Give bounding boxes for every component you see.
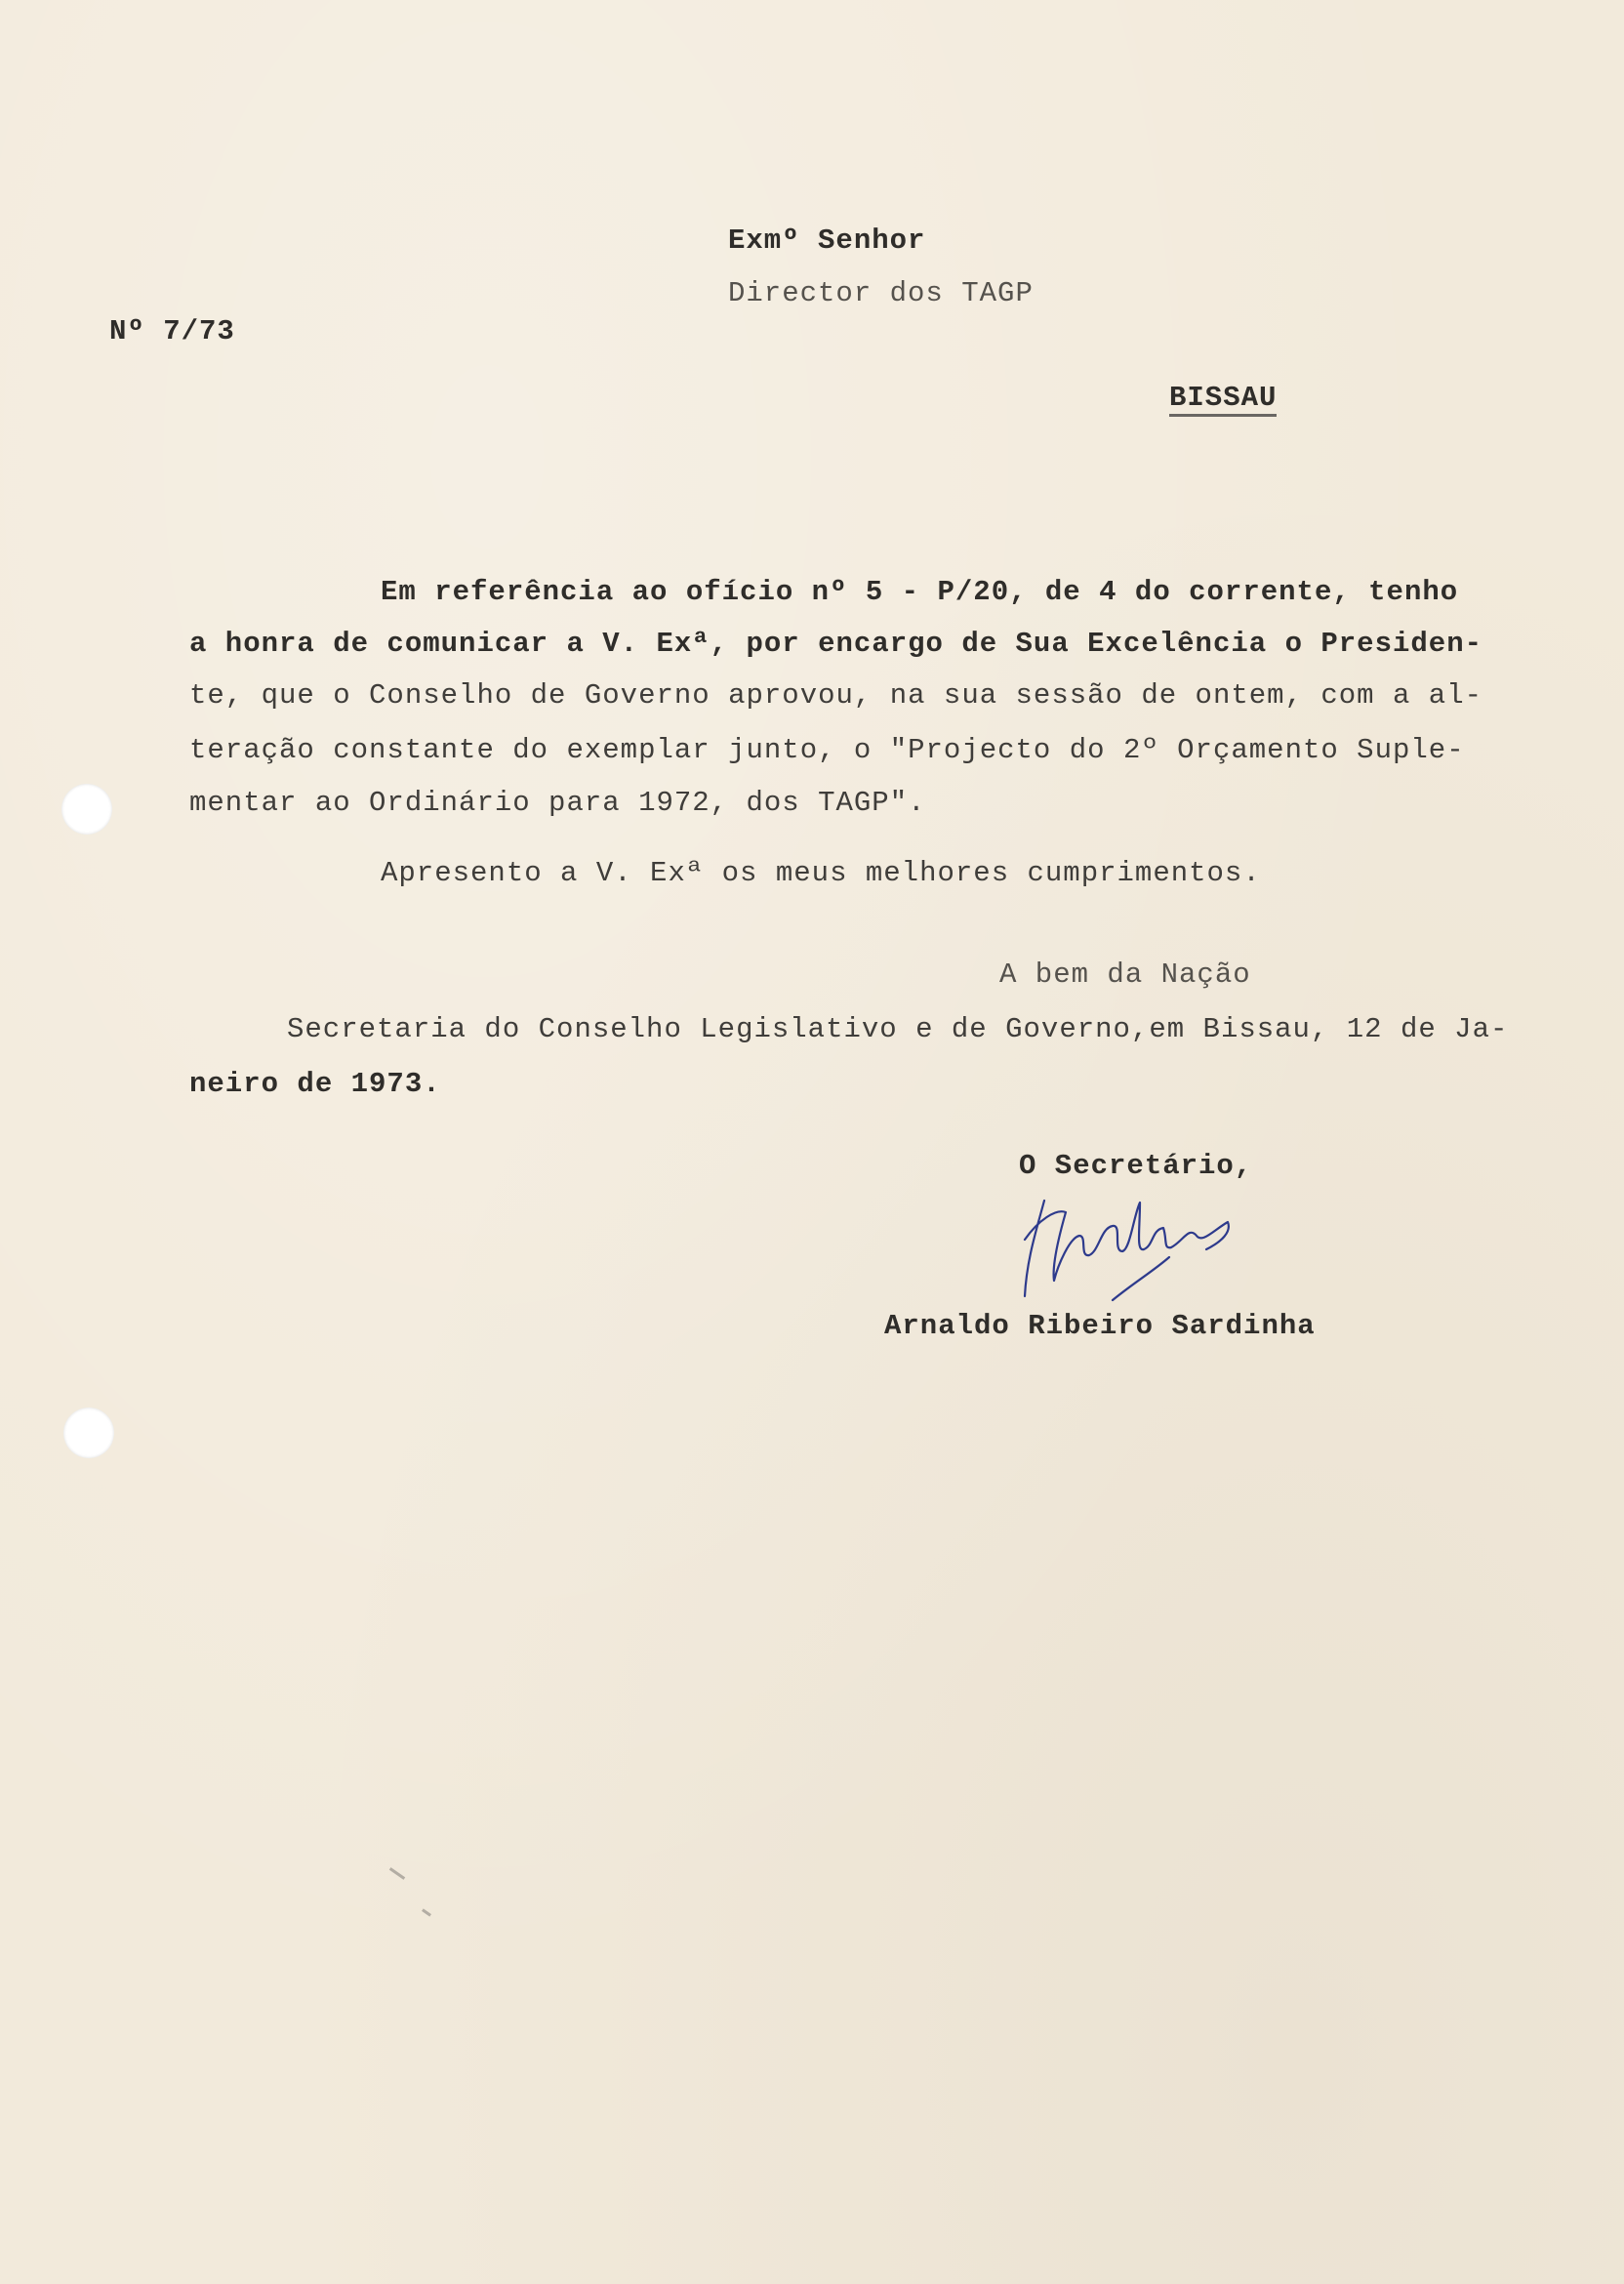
punch-hole-top bbox=[61, 784, 112, 835]
place-date-line: Secretaria do Conselho Legislativo e de Governo,em Bissau, 12 de Ja- bbox=[287, 1013, 1509, 1045]
place-date-line: neiro de 1973. bbox=[189, 1068, 441, 1100]
paper-speck bbox=[422, 1908, 431, 1916]
paper-speck bbox=[389, 1867, 405, 1880]
body-line: te, que o Conselho de Governo aprovou, na sua sessão de ontem, com a al- bbox=[189, 679, 1483, 712]
closing-compliments: Apresento a V. Exª os meus melhores cumprimentos. bbox=[381, 857, 1261, 889]
body-line: teração constante do exemplar junto, o "Projecto do 2º Orçamento Suple- bbox=[189, 734, 1465, 766]
salutation: Exmº Senhor bbox=[728, 224, 926, 257]
valediction: A bem da Nação bbox=[999, 958, 1251, 991]
city: BISSAU bbox=[1169, 384, 1277, 417]
body-line: a honra de comunicar a V. Exª, por encargo de Sua Excelência o Presiden- bbox=[189, 628, 1483, 660]
punch-hole-bottom bbox=[63, 1407, 114, 1458]
signer-title: O Secretário, bbox=[1019, 1150, 1253, 1182]
body-line: mentar ao Ordinário para 1972, dos TAGP". bbox=[189, 787, 926, 819]
handwritten-signature bbox=[997, 1181, 1261, 1318]
signer-name: Arnaldo Ribeiro Sardinha bbox=[884, 1310, 1316, 1342]
reference-number: Nº 7/73 bbox=[109, 315, 235, 347]
addressee: Director dos TAGP bbox=[728, 277, 1034, 309]
body-line: Em referência ao ofício nº 5 - P/20, de 4 do corrente, tenho bbox=[381, 576, 1459, 608]
